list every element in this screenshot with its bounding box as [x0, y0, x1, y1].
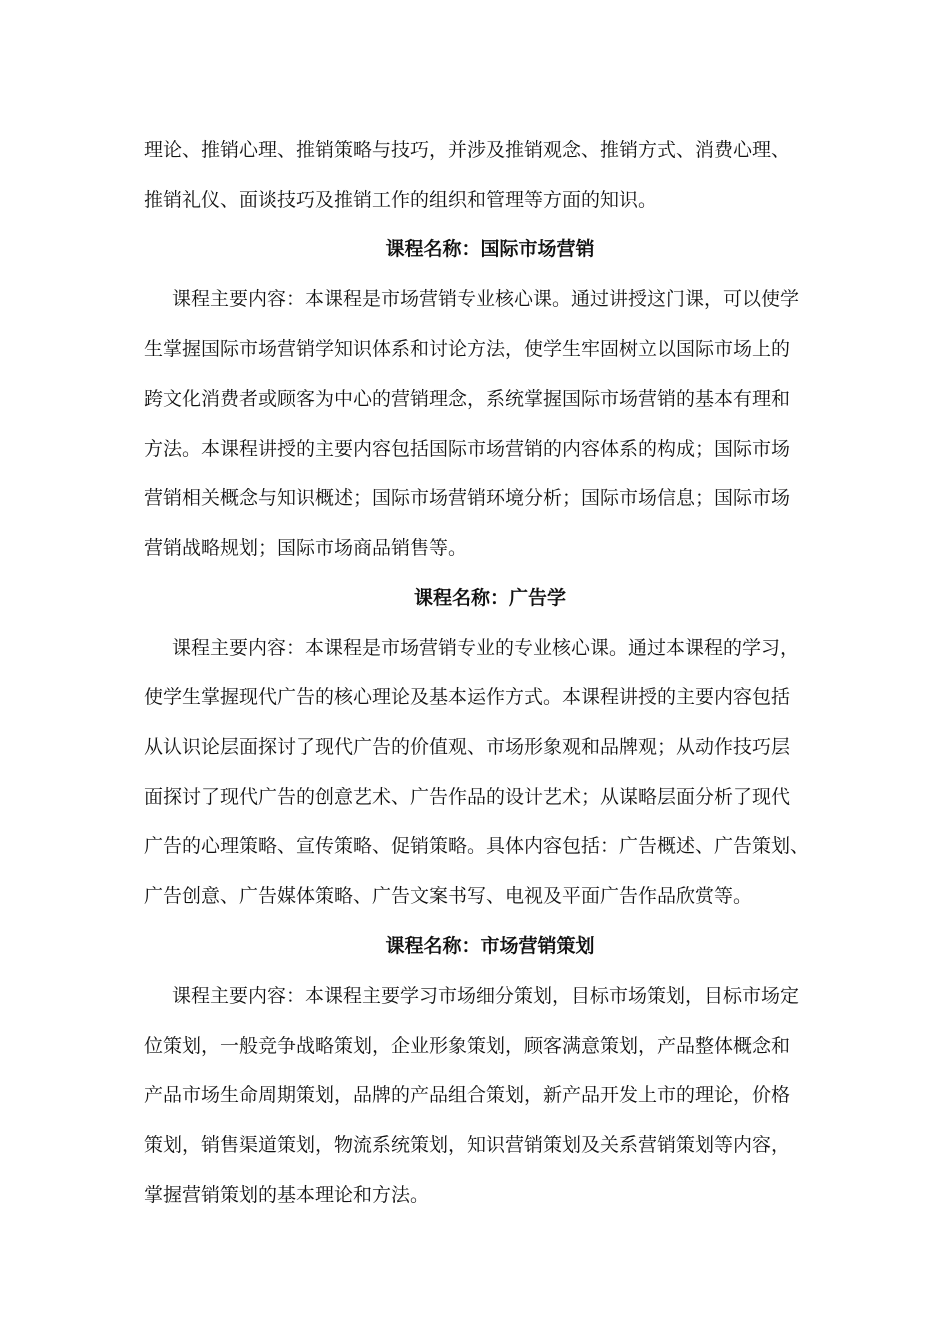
- paragraph-line: 方法。本课程讲授的主要内容包括国际市场营销的内容体系的构成；国际市场: [144, 438, 791, 460]
- paragraph-line: 营销战略规划；国际市场商品销售等。: [144, 537, 468, 559]
- paragraph-line: 课程主要内容：本课程主要学习市场细分策划，目标市场策划，目标市场定: [172, 985, 800, 1007]
- course-heading: 课程名称：市场营销策划: [385, 935, 595, 957]
- paragraph-line: 营销相关概念与知识概述；国际市场营销环境分析；国际市场信息；国际市场: [144, 487, 791, 509]
- paragraph-line: 广告的心理策略、宣传策略、促销策略。具体内容包括：广告概述、广告策划、: [144, 835, 810, 857]
- course-heading: 课程名称：国际市场营销: [385, 238, 595, 260]
- paragraph-line: 推销礼仪、面谈技巧及推销工作的组织和管理等方面的知识。: [144, 189, 658, 211]
- paragraph-line: 课程主要内容：本课程是市场营销专业核心课。通过讲授这门课，可以使学: [172, 288, 800, 310]
- paragraph-line: 理论、推销心理、推销策略与技巧，并涉及推销观念、推销方式、消费心理、: [144, 139, 791, 161]
- paragraph-line: 策划，销售渠道策划，物流系统策划，知识营销策划及关系营销策划等内容，: [144, 1134, 791, 1156]
- paragraph-line: 产品市场生命周期策划，品牌的产品组合策划，新产品开发上市的理论，价格: [144, 1084, 791, 1106]
- paragraph-line: 掌握营销策划的基本理论和方法。: [144, 1184, 430, 1206]
- paragraph-line: 跨文化消费者或顾客为中心的营销理念，系统掌握国际市场营销的基本有理和: [144, 388, 791, 410]
- course-heading: 课程名称：广告学: [413, 587, 566, 609]
- paragraph-line: 生掌握国际市场营销学知识体系和讨论方法，使学生牢固树立以国际市场上的: [144, 338, 791, 360]
- paragraph-line: 从认识论层面探讨了现代广告的价值观、市场形象观和品牌观；从动作技巧层: [144, 736, 791, 758]
- paragraph-line: 位策划，一般竞争战略策划，企业形象策划，顾客满意策划，产品整体概念和: [144, 1035, 791, 1057]
- paragraph-line: 课程主要内容：本课程是市场营销专业的专业核心课。通过本课程的学习，: [172, 637, 800, 659]
- paragraph-line: 使学生掌握现代广告的核心理论及基本运作方式。本课程讲授的主要内容包括: [144, 686, 791, 708]
- paragraph-line: 面探讨了现代广告的创意艺术、广告作品的设计艺术；从谋略层面分析了现代: [144, 786, 791, 808]
- paragraph-line: 广告创意、广告媒体策略、广告文案书写、电视及平面广告作品欣赏等。: [144, 885, 753, 907]
